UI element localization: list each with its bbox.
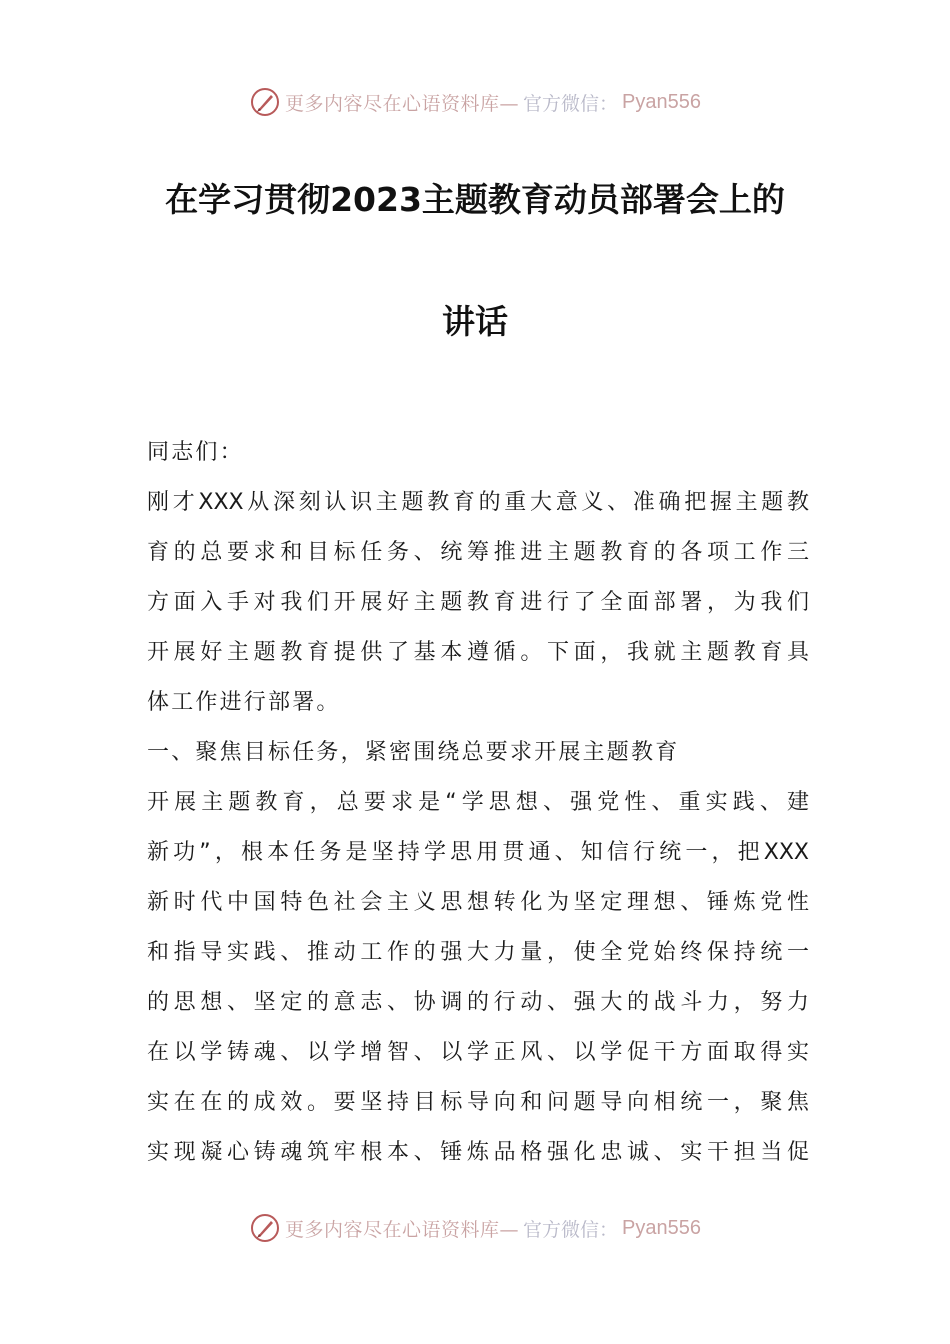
paragraph-2-line: 的思想、坚定的意志、协调的行动、强大的战斗力，努力 <box>147 990 809 1015</box>
paragraph-1-line: 刚才XXX从深刻认识主题教育的重大意义、准确把握主题教 <box>147 490 809 515</box>
header-watermark <box>0 86 950 118</box>
document-title-line-2: 讲话 <box>442 302 508 341</box>
section-heading-1: 一、聚焦目标任务，紧密围绕总要求开展主题教育 <box>147 740 680 765</box>
footer-watermark <box>0 1212 950 1244</box>
paragraph-1-line: 育的总要求和目标任务、统筹推进主题教育的各项工作三 <box>147 540 809 565</box>
paragraph-2-line: 实现凝心铸魂筑牢根本、锤炼品格强化忠诚、实干担当促 <box>147 1140 809 1165</box>
paragraph-2-line: 开展主题教育，总要求是“学思想、强党性、重实践、建 <box>147 790 809 815</box>
paragraph-2-line: 新时代中国特色社会主义思想转化为坚定理想、锤炼党性 <box>147 890 809 915</box>
watermark-site-text: 更多内容尽在心语资料库— <box>285 1218 520 1241</box>
salutation: 同志们： <box>147 440 244 465</box>
quill-logo-icon <box>249 1212 281 1244</box>
watermark-wechat-id: Pyan556 <box>622 1216 701 1239</box>
paragraph-1-line: 开展好主题教育提供了基本遵循。下面，我就主题教育具 <box>147 640 809 665</box>
paragraph-2-line: 新功”，根本任务是坚持学思用贯通、知信行统一，把XXX <box>147 840 809 865</box>
watermark-wechat-label: 官方微信： <box>523 1218 619 1241</box>
paragraph-1-line: 体工作进行部署。 <box>147 690 341 715</box>
watermark-site-text: 更多内容尽在心语资料库— <box>285 92 520 115</box>
paragraph-2-line: 在以学铸魂、以学增智、以学正风、以学促干方面取得实 <box>147 1040 809 1065</box>
paragraph-2-line: 实在在的成效。要坚持目标导向和问题导向相统一，聚焦 <box>147 1090 809 1115</box>
paragraph-1-line: 方面入手对我们开展好主题教育进行了全面部署，为我们 <box>147 590 809 615</box>
document-title-line-1: 在学习贯彻2023主题教育动员部署会上的 <box>165 180 785 219</box>
quill-logo-icon <box>249 86 281 118</box>
watermark-wechat-label: 官方微信： <box>523 92 619 115</box>
watermark-wechat-id: Pyan556 <box>622 90 701 113</box>
paragraph-2-line: 和指导实践、推动工作的强大力量，使全党始终保持统一 <box>147 940 809 965</box>
